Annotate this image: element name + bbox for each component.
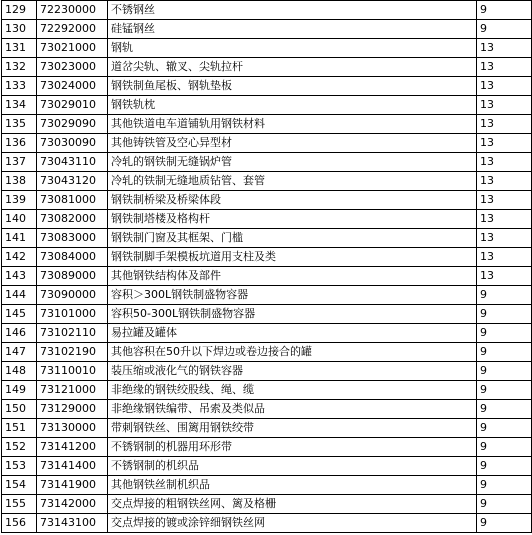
row-number-cell: 142 xyxy=(2,248,37,267)
commodity-code-cell: 73110010 xyxy=(37,362,108,381)
commodity-code-cell: 72292000 xyxy=(37,20,108,39)
row-number-cell: 139 xyxy=(2,191,37,210)
commodity-name-cell: 装压缩或液化气的钢铁容器 xyxy=(108,362,477,381)
row-number-cell: 152 xyxy=(2,438,37,457)
row-number-cell: 148 xyxy=(2,362,37,381)
rate-cell: 13 xyxy=(477,172,532,191)
rate-cell: 13 xyxy=(477,210,532,229)
row-number-cell: 134 xyxy=(2,96,37,115)
commodity-name-cell: 带刺钢铁丝、围篱用钢铁绞带 xyxy=(108,419,477,438)
commodity-name-cell: 易拉罐及罐体 xyxy=(108,324,477,343)
table-row xyxy=(2,20,532,39)
commodity-name-cell: 钢铁轨枕 xyxy=(108,96,477,115)
commodity-code-cell: 73030090 xyxy=(37,134,108,153)
commodity-code-cell: 73021000 xyxy=(37,39,108,58)
table-row xyxy=(2,77,532,96)
row-number-cell: 154 xyxy=(2,476,37,495)
commodity-code-cell: 73029010 xyxy=(37,96,108,115)
commodity-code-cell: 73121000 xyxy=(37,381,108,400)
row-number-cell: 132 xyxy=(2,58,37,77)
rate-cell: 13 xyxy=(477,77,532,96)
commodity-code-cell: 73143100 xyxy=(37,514,108,533)
row-number-cell: 141 xyxy=(2,229,37,248)
table-row xyxy=(2,58,532,77)
table-row xyxy=(2,400,532,419)
row-number-cell: 155 xyxy=(2,495,37,514)
table-row xyxy=(2,153,532,172)
commodity-name-cell: 容积50-300L钢铁制盛物容器 xyxy=(108,305,477,324)
table-row xyxy=(2,267,532,286)
table-body xyxy=(2,1,532,533)
commodity-name-cell: 不锈钢制的机器用环形带 xyxy=(108,438,477,457)
commodity-name-cell: 硅锰钢丝 xyxy=(108,20,477,39)
row-number-cell: 129 xyxy=(2,1,37,20)
commodity-name-cell: 其他钢铁结构体及部件 xyxy=(108,267,477,286)
commodity-code-cell: 73081000 xyxy=(37,191,108,210)
commodity-name-cell: 其他容积在50升以下焊边或卷边接合的罐 xyxy=(108,343,477,362)
table-row xyxy=(2,457,532,476)
commodity-code-cell: 73102190 xyxy=(37,343,108,362)
table-row xyxy=(2,172,532,191)
table-row xyxy=(2,362,532,381)
commodity-name-cell: 钢铁制门窗及其框架、门槛 xyxy=(108,229,477,248)
commodity-code-cell: 73084000 xyxy=(37,248,108,267)
commodity-name-cell: 钢铁制脚手架模板坑道用支柱及类 xyxy=(108,248,477,267)
table-row xyxy=(2,96,532,115)
commodity-code-cell: 73023000 xyxy=(37,58,108,77)
row-number-cell: 130 xyxy=(2,20,37,39)
commodity-name-cell: 冷轧的铁制无缝地质钻管、套管 xyxy=(108,172,477,191)
commodity-code-cell: 73101000 xyxy=(37,305,108,324)
commodity-name-cell: 道岔尖轨、辙叉、尖轨拉杆 xyxy=(108,58,477,77)
row-number-cell: 156 xyxy=(2,514,37,533)
table-row xyxy=(2,495,532,514)
table-row xyxy=(2,419,532,438)
table-row xyxy=(2,191,532,210)
row-number-cell: 147 xyxy=(2,343,37,362)
commodity-code-cell: 73141400 xyxy=(37,457,108,476)
table-row xyxy=(2,134,532,153)
commodity-name-cell: 冷轧的钢铁制无缝锅炉管 xyxy=(108,153,477,172)
table-row xyxy=(2,514,532,533)
commodity-name-cell: 其他钢铁丝制机织品 xyxy=(108,476,477,495)
commodity-name-cell: 交点焊接的粗钢铁丝网、篱及格栅 xyxy=(108,495,477,514)
commodity-code-cell: 73142000 xyxy=(37,495,108,514)
rate-cell: 13 xyxy=(477,248,532,267)
table-row xyxy=(2,115,532,134)
commodity-name-cell: 容积＞300L钢铁制盛物容器 xyxy=(108,286,477,305)
row-number-cell: 137 xyxy=(2,153,37,172)
commodity-name-cell: 交点焊接的镀或涂锌细钢铁丝网 xyxy=(108,514,477,533)
rate-cell: 9 xyxy=(477,457,532,476)
commodity-name-cell: 不锈钢丝 xyxy=(108,1,477,20)
table-row xyxy=(2,248,532,267)
table-row xyxy=(2,381,532,400)
table-row xyxy=(2,476,532,495)
rate-cell: 9 xyxy=(477,362,532,381)
commodity-name-cell: 钢铁制鱼尾板、钢轨垫板 xyxy=(108,77,477,96)
table-row xyxy=(2,286,532,305)
commodity-code-cell: 73024000 xyxy=(37,77,108,96)
row-number-cell: 151 xyxy=(2,419,37,438)
commodity-code-cell: 73130000 xyxy=(37,419,108,438)
rate-cell: 9 xyxy=(477,400,532,419)
row-number-cell: 149 xyxy=(2,381,37,400)
rate-cell: 9 xyxy=(477,305,532,324)
rate-cell: 13 xyxy=(477,134,532,153)
commodity-code-cell: 73043110 xyxy=(37,153,108,172)
commodity-name-cell: 其他铁道电车道铺轨用钢铁材料 xyxy=(108,115,477,134)
row-number-cell: 135 xyxy=(2,115,37,134)
table-row xyxy=(2,343,532,362)
commodity-code-cell: 73083000 xyxy=(37,229,108,248)
table-row xyxy=(2,324,532,343)
rate-cell: 13 xyxy=(477,267,532,286)
rate-cell: 9 xyxy=(477,343,532,362)
rate-cell: 9 xyxy=(477,419,532,438)
rate-cell: 13 xyxy=(477,229,532,248)
commodity-name-cell: 钢铁制桥梁及桥梁体段 xyxy=(108,191,477,210)
table-row xyxy=(2,438,532,457)
rate-cell: 9 xyxy=(477,286,532,305)
rate-cell: 9 xyxy=(477,1,532,20)
rate-cell: 13 xyxy=(477,39,532,58)
commodity-code-cell: 73129000 xyxy=(37,400,108,419)
row-number-cell: 131 xyxy=(2,39,37,58)
rate-cell: 13 xyxy=(477,115,532,134)
rate-cell: 9 xyxy=(477,514,532,533)
row-number-cell: 146 xyxy=(2,324,37,343)
rate-cell: 13 xyxy=(477,191,532,210)
commodity-code-cell: 73141200 xyxy=(37,438,108,457)
commodity-code-cell: 72230000 xyxy=(37,1,108,20)
commodity-code-cell: 73043120 xyxy=(37,172,108,191)
rate-cell: 9 xyxy=(477,324,532,343)
commodity-code-cell: 73141900 xyxy=(37,476,108,495)
row-number-cell: 136 xyxy=(2,134,37,153)
commodity-name-cell: 不锈钢制的机织品 xyxy=(108,457,477,476)
rate-cell: 9 xyxy=(477,476,532,495)
commodity-name-cell: 其他铸铁管及空心异型材 xyxy=(108,134,477,153)
table-row xyxy=(2,229,532,248)
row-number-cell: 133 xyxy=(2,77,37,96)
rate-cell: 9 xyxy=(477,381,532,400)
tariff-table xyxy=(1,0,532,533)
row-number-cell: 140 xyxy=(2,210,37,229)
commodity-name-cell: 非绝缘钢铁编带、吊索及类似品 xyxy=(108,400,477,419)
row-number-cell: 145 xyxy=(2,305,37,324)
rate-cell: 9 xyxy=(477,495,532,514)
table-row xyxy=(2,210,532,229)
commodity-name-cell: 钢轨 xyxy=(108,39,477,58)
commodity-code-cell: 73102110 xyxy=(37,324,108,343)
rate-cell: 13 xyxy=(477,96,532,115)
commodity-code-cell: 73029090 xyxy=(37,115,108,134)
row-number-cell: 150 xyxy=(2,400,37,419)
rate-cell: 13 xyxy=(477,153,532,172)
table-row xyxy=(2,39,532,58)
row-number-cell: 143 xyxy=(2,267,37,286)
table-row xyxy=(2,305,532,324)
row-number-cell: 144 xyxy=(2,286,37,305)
commodity-code-cell: 73082000 xyxy=(37,210,108,229)
row-number-cell: 138 xyxy=(2,172,37,191)
commodity-name-cell: 钢铁制塔楼及格构杆 xyxy=(108,210,477,229)
commodity-code-cell: 73089000 xyxy=(37,267,108,286)
rate-cell: 9 xyxy=(477,438,532,457)
table-row xyxy=(2,1,532,20)
commodity-name-cell: 非绝缘的钢铁绞股线、绳、缆 xyxy=(108,381,477,400)
rate-cell: 9 xyxy=(477,20,532,39)
commodity-code-cell: 73090000 xyxy=(37,286,108,305)
rate-cell: 13 xyxy=(477,58,532,77)
row-number-cell: 153 xyxy=(2,457,37,476)
